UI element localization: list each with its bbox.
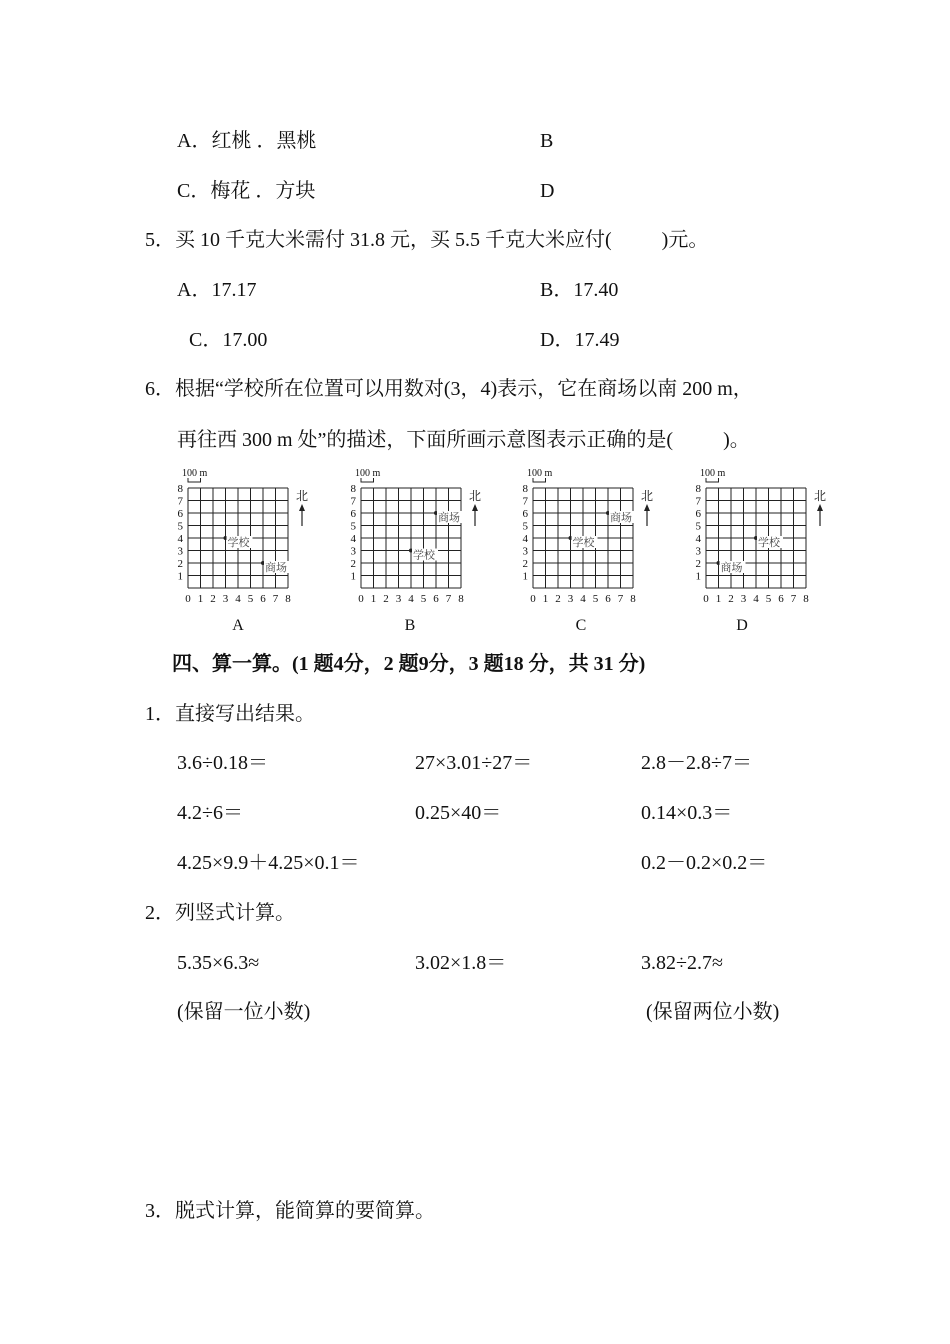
north-arrow-head [644,504,650,511]
q6-caption-d: D [736,617,748,634]
y-tick-label: 6 [177,508,183,520]
y-tick-label: 1 [695,570,701,583]
x-tick-label: 6 [260,593,266,605]
north-arrow-head [299,504,305,511]
y-tick-label: 1 [177,570,183,583]
north-label: 北 [640,489,654,503]
y-tick-label: 2 [695,558,701,570]
p3-title: 3．脱式计算，能简算的要简算。 [145,1200,435,1222]
y-tick-label: 3 [177,545,183,558]
school-label: 学校 [413,549,435,562]
q6-caption-b: B [404,617,416,634]
p1-item-2: 27×3.01÷27＝ [415,752,533,774]
mall-label: 商场 [438,512,460,524]
x-tick-label: 5 [765,593,772,605]
x-tick-label: 8 [630,593,636,605]
y-tick-label: 4 [695,533,701,545]
q5-option-a: A．17.17 [177,279,257,301]
y-tick-label: 3 [695,545,701,558]
x-tick-label: 1 [370,593,377,605]
q6-stem-line2: 再往西 300 m 处”的描述，下面所画示意图表示正确的是( )。 [177,429,750,451]
q4-option-b: B [540,130,554,152]
x-tick-label: 4 [580,593,586,605]
p1-item-6: 0.14×0.3＝ [641,802,733,824]
school-label: 学校 [758,537,780,549]
y-tick-label: 5 [695,520,701,533]
q4-option-c: C．梅花 ．方块 [177,180,316,202]
x-tick-label: 2 [728,593,734,605]
y-tick-label: 7 [522,495,528,508]
y-tick-label: 8 [177,483,183,495]
p2-note-1: (保留一位小数) [177,1001,311,1023]
y-tick-label: 4 [522,533,528,545]
x-tick-label: 7 [790,593,797,605]
scale-label: 100 m [700,468,726,479]
school-label: 学校 [572,537,595,549]
y-tick-label: 5 [350,520,356,533]
y-tick-label: 8 [695,483,701,495]
y-tick-label: 5 [522,520,528,533]
x-tick-label: 8 [285,593,291,605]
p1-item-7: 4.25×9.9＋4.25×0.1＝ [177,852,360,874]
y-tick-label: 4 [177,533,183,545]
y-tick-label: 3 [522,545,528,558]
y-tick-label: 7 [350,495,356,508]
x-tick-label: 3 [222,593,229,605]
x-tick-label: 7 [445,593,452,605]
north-arrow-head [472,504,478,511]
x-tick-label: 5 [592,593,599,605]
x-tick-label: 7 [272,593,279,605]
north-arrow-head [817,504,823,511]
q6-stem-line1: 6．根据“学校所在位置可以用数对(3，4)表示，它在商场以南 200 m， [145,378,753,400]
p2-note-2: (保留两位小数) [646,1001,780,1023]
x-tick-label: 1 [197,593,204,605]
y-tick-label: 1 [522,570,528,583]
north-label: 北 [468,489,482,503]
p2-item-3: 3.82÷2.7≈ [641,952,723,974]
p2-item-1: 5.35×6.3≈ [177,952,260,974]
y-tick-label: 5 [177,520,183,533]
y-tick-label: 2 [350,558,356,570]
x-tick-label: 5 [247,593,254,605]
p1-item-4: 4.2÷6＝ [177,802,243,824]
x-tick-label: 3 [567,593,574,605]
x-tick-label: 8 [458,593,464,605]
x-tick-label: 8 [803,593,809,605]
x-tick-label: 5 [420,593,427,605]
north-label: 北 [295,489,309,503]
p2-item-2: 3.02×1.8＝ [415,952,507,974]
q6-diagram-c [517,462,667,642]
x-tick-label: 0 [703,593,709,605]
x-tick-label: 4 [408,593,414,605]
x-tick-label: 3 [740,593,747,605]
scale-label: 100 m [527,468,553,479]
q6-caption-a: A [232,617,244,634]
x-tick-label: 1 [715,593,722,605]
y-tick-label: 2 [522,558,528,570]
p1-item-8: 0.2－0.2×0.2＝ [641,852,768,874]
q5-option-d: D．17.49 [540,329,620,351]
mall-label: 商场 [265,562,287,574]
q6-caption-c: C [575,617,587,634]
x-tick-label: 0 [185,593,191,605]
q4-option-a: A．红桃 ．黑桃 [177,130,317,152]
q5-stem: 5．买 10 千克大米需付 31.8 元，买 5.5 千克大米应付( )元。 [145,229,709,251]
x-tick-label: 1 [542,593,549,605]
school-label: 学校 [227,537,250,549]
p1-item-3: 2.8－2.8÷7＝ [641,752,752,774]
scale-label: 100 m [182,468,208,479]
y-tick-label: 6 [695,508,701,520]
y-tick-label: 6 [350,508,356,520]
x-tick-label: 6 [433,593,439,605]
q4-option-d: D [540,180,555,202]
x-tick-label: 6 [778,593,784,605]
p1-item-1: 3.6÷0.18＝ [177,752,268,774]
q5-option-c: C．17.00 [189,329,268,351]
y-tick-label: 8 [350,483,356,495]
y-tick-label: 4 [350,533,356,545]
q6-diagram-b [345,462,495,642]
x-tick-label: 2 [555,593,561,605]
y-tick-label: 6 [522,508,528,520]
x-tick-label: 0 [358,593,364,605]
q6-diagram-d [690,462,840,642]
y-tick-label: 7 [177,495,183,508]
x-tick-label: 7 [617,593,624,605]
q6-diagram-a [172,462,322,642]
p2-title: 2．列竖式计算。 [145,902,295,924]
y-tick-label: 7 [695,495,701,508]
north-label: 北 [813,489,827,503]
p1-title: 1．直接写出结果。 [145,703,315,725]
y-tick-label: 2 [177,558,183,570]
x-tick-label: 4 [753,593,759,605]
p1-item-5: 0.25×40＝ [415,802,502,824]
y-tick-label: 1 [350,570,356,583]
mall-label: 商场 [720,562,743,574]
x-tick-label: 3 [395,593,402,605]
mall-label: 商场 [610,512,632,524]
x-tick-label: 6 [605,593,611,605]
x-tick-label: 2 [383,593,389,605]
scale-label: 100 m [355,468,381,479]
q5-option-b: B．17.40 [540,279,619,301]
x-tick-label: 4 [235,593,241,605]
y-tick-label: 3 [350,545,356,558]
y-tick-label: 8 [522,483,528,495]
section4-heading: 四、算一算。(1 题4分，2 题9分，3 题18 分，共 31 分) [172,653,646,675]
x-tick-label: 2 [210,593,216,605]
x-tick-label: 0 [530,593,536,605]
